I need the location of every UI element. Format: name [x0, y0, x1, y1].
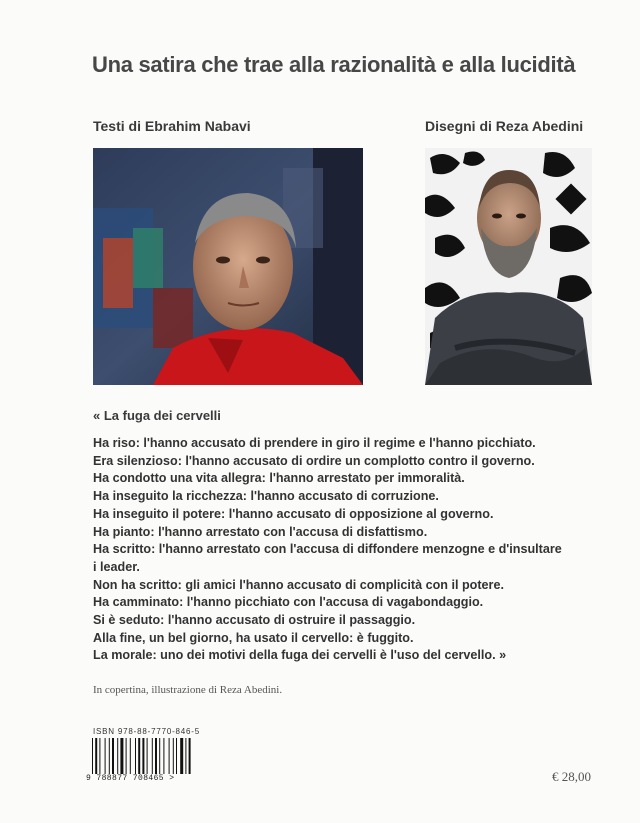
poem-line: Si è seduto: l'hanno accusato di ostruire il passaggio.: [93, 613, 416, 628]
barcode-digits: 9 788877 708465 >: [86, 774, 175, 783]
author-photo: [93, 148, 363, 385]
poem-line: Alla fine, un bel giorno, ha usato il cervello: è fuggito.: [93, 630, 414, 645]
poem-line: Ha camminato: l'hanno picchiato con l'accusa di vagabondaggio.: [93, 595, 484, 610]
poem-line: La morale: uno dei motivi della fuga dei cervelli è l'uso del cervello. »: [93, 648, 507, 663]
texts-credit: Testi di Ebrahim Nabavi: [93, 118, 251, 134]
poem: [93, 435, 583, 665]
poem-line: Ha pianto: l'hanno arrestato con l'accusa di disfattismo.: [93, 524, 428, 539]
isbn: ISBN 978-88-7770-846-5: [93, 727, 200, 736]
quote-title: « La fuga dei cervelli: [93, 408, 221, 423]
poem-line: Ha inseguito la ricchezza: l'hanno accusato di corruzione.: [93, 489, 439, 504]
drawings-credit: Disegni di Reza Abedini: [425, 118, 584, 134]
poem-line: Ha scritto: l'hanno arrestato con l'accusa di diffondere menzogne e d'insultare: [93, 542, 562, 557]
poem-line: Era silenzioso: l'hanno accusato di ordire un complotto contro il governo.: [93, 453, 535, 468]
illustrator-photo: [425, 148, 592, 385]
price: € 28,00: [552, 769, 591, 784]
poem-line: Ha inseguito il potere: l'hanno accusato di opposizione al governo.: [93, 506, 494, 521]
poem-line: Ha riso: l'hanno accusato di prendere in giro il regime e l'hanno picchiato.: [93, 436, 536, 450]
poem-line: Non ha scritto: gli amici l'hanno accusato di complicità con il potere.: [93, 577, 504, 592]
headline: Una satira che trae alla razionalità e alla lucidità: [92, 52, 576, 77]
cover-credit: In copertina, illustrazione di Reza Abedini.: [93, 684, 283, 696]
poem-line: Ha condotto una vita allegra: l'hanno arrestato per immoralità.: [93, 471, 465, 486]
poem-line: i leader.: [93, 559, 140, 574]
